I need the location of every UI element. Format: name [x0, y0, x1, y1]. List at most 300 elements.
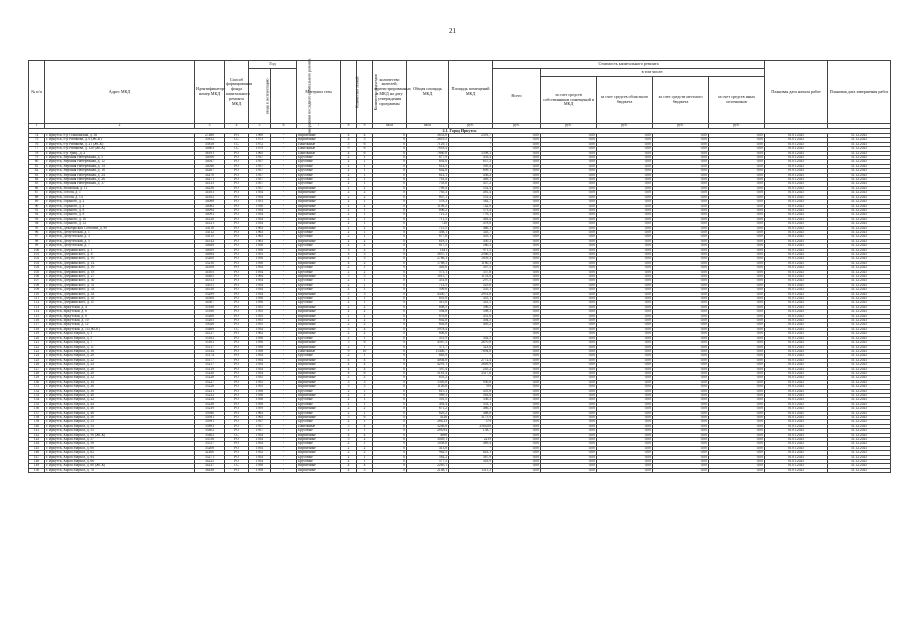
table-cell: г. Иркутск, Дзержинского, д. 1	[45, 248, 195, 252]
table-cell: Панельные	[297, 142, 341, 146]
table-cell: РО	[225, 230, 249, 234]
table-cell: 709	[449, 385, 493, 389]
table-cell: 0,00	[709, 270, 765, 274]
table-cell: г. Иркутск, Дзержинского, д. 6	[45, 252, 195, 256]
table-cell: 31.12.2025	[828, 244, 891, 248]
table-cell: 31.12.2025	[828, 226, 891, 230]
table-cell: РО	[225, 455, 249, 459]
table-cell: 2	[357, 261, 373, 265]
table-cell: 0,00	[709, 257, 765, 261]
table-cell: 0,00	[597, 239, 653, 243]
table-cell: 31.12.2025	[828, 402, 891, 406]
table-cell: 7694,8	[449, 349, 493, 353]
table-cell: -	[271, 270, 297, 274]
table-cell: 0,00	[493, 208, 541, 212]
table-cell: 0,00	[493, 248, 541, 252]
table-cell: 31.12.2025	[828, 314, 891, 318]
table-cell: 0,00	[653, 266, 709, 270]
table-cell: 0,00	[541, 261, 597, 265]
table-cell: Брусовые	[297, 178, 341, 182]
table-cell: 31.12.2025	[828, 468, 891, 472]
table-cell: 466,3	[449, 407, 493, 411]
table-cell: -	[271, 235, 297, 239]
table-cell: 01.01.2025	[765, 297, 828, 301]
table-cell: 2	[341, 213, 357, 217]
table-cell: г. Иркутск, Горького, д. 8	[45, 208, 195, 212]
table-cell: 7818,4	[407, 147, 449, 151]
table-cell: -	[271, 147, 297, 151]
table-cell: г. Иркутск, Карла Маркса, д. 44	[45, 402, 195, 406]
table-cell: 01.01.2025	[765, 222, 828, 226]
table-cell: 01.01.2025	[765, 156, 828, 160]
table-cell: 34310	[195, 288, 225, 292]
table-cell: г. Иркутск, б-р Рябикова, д. 120 (ЖСК)	[45, 147, 195, 151]
table-cell: 0,00	[541, 173, 597, 177]
table-cell: 1109,2	[407, 204, 449, 208]
table-cell: 0,00	[709, 283, 765, 287]
table-cell: 0	[373, 261, 407, 265]
table-cell: 2	[341, 178, 357, 182]
table-cell: 0,00	[493, 244, 541, 248]
table-cell: 0,00	[493, 433, 541, 437]
table-cell: 85	[29, 182, 45, 186]
table-cell: 0,00	[597, 217, 653, 221]
table-cell: 01.01.2025	[765, 270, 828, 274]
table-cell: г. Иркутск, Горького, д. 8	[45, 213, 195, 217]
table-cell: 0,00	[597, 248, 653, 252]
table-cell: 0,00	[653, 235, 709, 239]
table-cell: 2	[357, 451, 373, 455]
table-cell: 0,00	[541, 411, 597, 415]
table-cell: г. Иркутск, Верхняя Набережная, д. 37	[45, 182, 195, 186]
table-cell: 0	[373, 169, 407, 173]
table-cell: 0	[373, 283, 407, 287]
table-cell: 134	[29, 398, 45, 402]
table-cell: 2566,5	[449, 252, 493, 256]
table-cell: 31.12.2025	[828, 147, 891, 151]
table-cell: 01.01.2025	[765, 460, 828, 464]
table-cell: 0,00	[493, 323, 541, 327]
table-cell: 0,00	[493, 389, 541, 393]
table-cell: 0,00	[709, 424, 765, 428]
table-cell: 468,8	[449, 411, 493, 415]
table-cell: 1441	[407, 248, 449, 252]
table-cell: 1957	[249, 164, 271, 168]
table-cell: 01.01.2025	[765, 138, 828, 142]
table-cell: 0,00	[709, 411, 765, 415]
table-cell: 371,7	[407, 345, 449, 349]
table-cell: 0,00	[653, 363, 709, 367]
table-cell: г. Иркутск, Волжская, д. 11	[45, 186, 195, 190]
table-cell: 0,00	[493, 230, 541, 234]
table-cell: 676,8	[407, 314, 449, 318]
table-cell: СС	[225, 433, 249, 437]
table-cell: 1958	[249, 345, 271, 349]
table-cell: 0,00	[653, 173, 709, 177]
table-cell: 1956	[249, 393, 271, 397]
table-cell: 121	[29, 341, 45, 345]
table-cell: 122	[29, 345, 45, 349]
table-cell: 1	[357, 173, 373, 177]
table-cell: 431,6	[449, 314, 493, 318]
table-cell: РО	[225, 134, 249, 138]
table-cell: 01.01.2025	[765, 305, 828, 309]
table-cell: 0,00	[653, 230, 709, 234]
table-cell: 455,8	[449, 389, 493, 393]
table-cell: 0,00	[653, 275, 709, 279]
table-cell: 4	[357, 464, 373, 468]
table-cell: 01.01.2025	[765, 402, 828, 406]
table-cell: 0,00	[709, 345, 765, 349]
program-table-body	[29, 124, 891, 473]
table-cell: 34088	[195, 200, 225, 204]
table-cell: 6	[357, 416, 373, 420]
table-cell: 35226	[195, 376, 225, 380]
table-cell: Кирпичные	[297, 217, 341, 221]
table-cell: 245,2	[449, 367, 493, 371]
table-cell: 1311,3	[449, 468, 493, 472]
table-cell: 2	[341, 208, 357, 212]
table-cell: 27480	[195, 134, 225, 138]
table-cell: 0,00	[709, 305, 765, 309]
table-cell: 560,3	[449, 244, 493, 248]
table-cell: 75	[29, 138, 45, 142]
table-cell: 0,00	[709, 398, 765, 402]
table-cell: 01.01.2025	[765, 446, 828, 450]
table-cell: 1	[357, 455, 373, 459]
table-cell: 31.12.2025	[828, 345, 891, 349]
table-cell: 0,00	[597, 327, 653, 331]
table-cell: РО	[225, 468, 249, 472]
table-cell: -	[271, 354, 297, 358]
table-cell: 31.12.2025	[828, 248, 891, 252]
table-cell: 0,00	[493, 371, 541, 375]
table-cell: 4	[341, 367, 357, 371]
table-cell: 31.12.2025	[828, 336, 891, 340]
table-cell: 0,00	[597, 151, 653, 155]
table-cell: Кирпичные	[297, 468, 341, 472]
table-cell: СС	[225, 147, 249, 151]
table-cell: 0,00	[709, 138, 765, 142]
table-cell: 31.12.2025	[828, 279, 891, 283]
table-cell: 31.12.2025	[828, 222, 891, 226]
table-cell: 2	[357, 244, 373, 248]
table-cell: 2772,4	[449, 358, 493, 362]
table-cell: 34256	[195, 186, 225, 190]
table-cell: г. Иркутск, Дзержинского, д. 18	[45, 270, 195, 274]
table-cell: 4004,8	[407, 358, 449, 362]
unit-cell: 2	[45, 124, 195, 129]
table-cell: 3698	[407, 433, 449, 437]
table-cell: 94	[29, 222, 45, 226]
table-cell: 0,00	[493, 416, 541, 420]
table-cell: 0,00	[541, 393, 597, 397]
table-cell: РО	[225, 178, 249, 182]
table-cell: 0,00	[709, 327, 765, 331]
table-cell: 0	[373, 429, 407, 433]
table-cell: Кирпичные	[297, 446, 341, 450]
table-cell: г. Иркутск, Карла Маркса, д. 48	[45, 411, 195, 415]
table-cell: РО	[225, 186, 249, 190]
table-cell: Панельные	[297, 147, 341, 151]
table-cell: 34603	[195, 147, 225, 151]
table-cell: 0,00	[493, 182, 541, 186]
table-cell: 3	[357, 468, 373, 472]
table-cell: 2819,5	[407, 138, 449, 142]
table-cell: г. Иркутск, Горького, д. 10	[45, 217, 195, 221]
table-cell: -	[271, 248, 297, 252]
table-cell: 0,00	[541, 341, 597, 345]
table-cell: 0	[373, 349, 407, 353]
table-cell: 31.12.2025	[828, 186, 891, 190]
table-cell: -	[271, 429, 297, 433]
table-cell: 1	[357, 213, 373, 217]
table-cell: 105	[29, 270, 45, 274]
table-cell: 742,9	[449, 204, 493, 208]
table-cell: 0	[373, 288, 407, 292]
table-cell: 0,00	[541, 416, 597, 420]
table-cell: 34082	[195, 204, 225, 208]
table-cell: 0,00	[541, 208, 597, 212]
table-cell: 31.12.2025	[828, 451, 891, 455]
table-cell: г. Иркутск, Карла Маркса, д. 24	[45, 363, 195, 367]
table-cell: 2	[341, 169, 357, 173]
table-cell: 2	[341, 288, 357, 292]
table-cell: 123	[29, 349, 45, 353]
table-cell: 0,00	[653, 191, 709, 195]
table-cell: 140	[29, 424, 45, 428]
table-cell: -	[449, 433, 493, 437]
table-cell: -	[271, 442, 297, 446]
table-cell: 31.12.2025	[828, 138, 891, 142]
table-cell: 0,00	[709, 288, 765, 292]
table-cell: 2	[341, 389, 357, 393]
table-cell: 6	[357, 371, 373, 375]
table-cell: 34110	[195, 226, 225, 230]
table-cell: 99	[29, 244, 45, 248]
table-cell: 0,00	[653, 297, 709, 301]
table-cell: 0,00	[709, 217, 765, 221]
table-cell: 1	[357, 288, 373, 292]
table-cell: 01.01.2025	[765, 257, 828, 261]
table-cell: г. Иркутск, Карла Маркса, д. 11	[45, 345, 195, 349]
table-cell: 0,00	[493, 438, 541, 442]
table-cell: РО	[225, 424, 249, 428]
table-cell: 0,00	[493, 235, 541, 239]
table-cell: 481,4	[449, 191, 493, 195]
table-cell: 01.01.2025	[765, 429, 828, 433]
table-cell: 0	[373, 213, 407, 217]
table-cell: 2	[357, 191, 373, 195]
table-cell: 31.12.2025	[828, 310, 891, 314]
table-cell: г. Иркутск, Карла Маркса, д. 1	[45, 332, 195, 336]
table-cell: 01.01.2025	[765, 393, 828, 397]
table-cell: 2	[341, 230, 357, 234]
table-cell: г. Иркутск, Карла Маркса, д. 70	[45, 468, 195, 472]
table-cell: 971,5	[449, 248, 493, 252]
table-cell: 469,1	[449, 178, 493, 182]
table-cell: 0,00	[493, 367, 541, 371]
table-cell: 0,00	[653, 279, 709, 283]
table-cell: 1	[357, 208, 373, 212]
table-cell: 2	[357, 332, 373, 336]
table-cell: г. Иркутск, Карла Маркса, д. 55	[45, 429, 195, 433]
table-cell: 1959	[249, 407, 271, 411]
table-cell: 0,00	[653, 385, 709, 389]
table-cell: 1954	[249, 288, 271, 292]
table-cell: 0,00	[541, 468, 597, 472]
table-cell: Кирпичные	[297, 200, 341, 204]
table-cell: 2	[341, 173, 357, 177]
table-cell: РО	[225, 217, 249, 221]
table-cell: 989,3	[407, 393, 449, 397]
table-cell: 0,00	[709, 191, 765, 195]
table-cell: 0,00	[653, 142, 709, 146]
table-cell: г. Иркутск, Карла Маркса, д. 62	[45, 451, 195, 455]
table-cell: 0,00	[653, 446, 709, 450]
table-cell: Брусовые	[297, 336, 341, 340]
table-cell: 144	[29, 442, 45, 446]
table-cell: 01.01.2025	[765, 354, 828, 358]
table-cell: г. Иркутск, Иркутская, д. 12	[45, 323, 195, 327]
table-cell: 457,2	[449, 182, 493, 186]
table-cell: 0,00	[653, 393, 709, 397]
table-cell: 2	[341, 301, 357, 305]
table-cell: 78	[29, 151, 45, 155]
table-cell: 0,00	[493, 204, 541, 208]
col-residents: количество жителей, зарегистрированных в МКД на дату утверждения программы	[373, 61, 407, 124]
table-cell: 1954	[249, 371, 271, 375]
table-cell: 0,00	[653, 164, 709, 168]
table-cell: 0,00	[541, 420, 597, 424]
table-cell: 0,00	[541, 252, 597, 256]
table-cell: 01.01.2025	[765, 208, 828, 212]
table-cell: 0,00	[541, 292, 597, 296]
table-cell: 110	[29, 292, 45, 296]
table-cell: 2	[341, 279, 357, 283]
table-cell: 0	[373, 186, 407, 190]
table-cell: г. Иркутск, б-р Рябикова, д. 6 (ЖСК)	[45, 138, 195, 142]
table-cell: 0	[373, 433, 407, 437]
table-cell: 0	[373, 217, 407, 221]
table-cell: 0,00	[597, 252, 653, 256]
table-cell: 0,00	[541, 138, 597, 142]
unit-cell: кв.м	[407, 124, 449, 129]
table-cell: г. Иркутск, Верхняя Набережная, д. 16	[45, 169, 195, 173]
table-cell: 01.01.2025	[765, 332, 828, 336]
table-cell: 1950	[249, 204, 271, 208]
table-cell: 0,00	[493, 460, 541, 464]
table-cell: -	[271, 182, 297, 186]
table-cell: Брусовые	[297, 283, 341, 287]
table-cell: 31.12.2025	[828, 156, 891, 160]
table-cell: 0,00	[653, 186, 709, 190]
table-cell: г. Иркутск, Карла Маркса, д. 38	[45, 389, 195, 393]
table-cell: -	[271, 195, 297, 199]
col-end-date: Плановая дата завершения работ	[828, 61, 891, 124]
table-cell: 1	[357, 297, 373, 301]
table-cell: 0,00	[493, 305, 541, 309]
table-cell: 0,00	[493, 275, 541, 279]
table-cell: Кирпичные	[297, 433, 341, 437]
table-cell: 0,00	[597, 398, 653, 402]
table-cell: г. Иркутск, Дзержинского, д. 16	[45, 266, 195, 270]
table-cell: 0,00	[653, 283, 709, 287]
table-cell: 0,00	[493, 283, 541, 287]
table-cell: 0,00	[597, 305, 653, 309]
table-cell: 458,1	[407, 230, 449, 234]
table-cell: 2	[357, 270, 373, 274]
table-cell: 1957	[249, 156, 271, 160]
table-cell: 449,6	[407, 266, 449, 270]
table-cell: РО	[225, 301, 249, 305]
table-cell: 451,9	[407, 336, 449, 340]
table-cell: 128	[29, 371, 45, 375]
table-cell: 0,00	[493, 442, 541, 446]
table-cell: 382,7	[449, 200, 493, 204]
table-cell: 0	[373, 363, 407, 367]
table-cell: 5	[341, 292, 357, 296]
table-cell: 433,4	[449, 156, 493, 160]
table-cell: РО	[225, 393, 249, 397]
table-cell: 0,00	[493, 336, 541, 340]
table-cell: 0,00	[597, 376, 653, 380]
table-cell: -	[271, 186, 297, 190]
table-cell: 0	[373, 358, 407, 362]
unit-cell: 6	[271, 124, 297, 129]
table-cell: 1	[357, 402, 373, 406]
table-cell: 3857,1	[407, 252, 449, 256]
table-cell: 0,00	[709, 230, 765, 234]
table-cell: 776,1	[449, 213, 493, 217]
table-cell: 31.12.2025	[828, 389, 891, 393]
col-fund-local: за счет средств местного бюджета	[653, 77, 709, 124]
table-cell: 6	[357, 142, 373, 146]
table-cell: 323,8	[449, 345, 493, 349]
table-cell: г. Иркутск, Горького, д. 12	[45, 222, 195, 226]
table-cell: Кирпичные	[297, 393, 341, 397]
table-cell: г. Иркутск, Иркутская, д. 8	[45, 314, 195, 318]
table-cell: 930,6	[449, 380, 493, 384]
table-cell: 01.01.2025	[765, 349, 828, 353]
table-cell: 0,00	[709, 460, 765, 464]
table-cell: 0,00	[493, 191, 541, 195]
table-cell: РО	[225, 266, 249, 270]
table-cell: 35163	[195, 341, 225, 345]
table-cell: 1955	[249, 323, 271, 327]
table-cell: 0,00	[493, 270, 541, 274]
table-cell: 0,00	[709, 314, 765, 318]
col-fund-regional: за счет средств областного бюджета	[597, 77, 653, 124]
table-cell: 1963	[249, 416, 271, 420]
table-cell: 1957	[249, 178, 271, 182]
table-cell: 84	[29, 178, 45, 182]
table-cell: 01.01.2025	[765, 438, 828, 442]
table-cell: 0,00	[597, 178, 653, 182]
table-cell: 415,6	[407, 301, 449, 305]
table-cell: 0,00	[597, 420, 653, 424]
table-cell: г. Иркутск, Карла Маркса, д. 53	[45, 420, 195, 424]
table-cell: 2391,7	[449, 134, 493, 138]
table-cell: Кирпичные	[297, 138, 341, 142]
table-cell: Кирпичные	[297, 385, 341, 389]
table-cell: 31.12.2025	[828, 319, 891, 323]
table-cell: РО	[225, 222, 249, 226]
table-cell: 31.12.2025	[828, 266, 891, 270]
table-cell: -	[271, 424, 297, 428]
table-cell: РО	[225, 341, 249, 345]
table-cell: -	[271, 217, 297, 221]
